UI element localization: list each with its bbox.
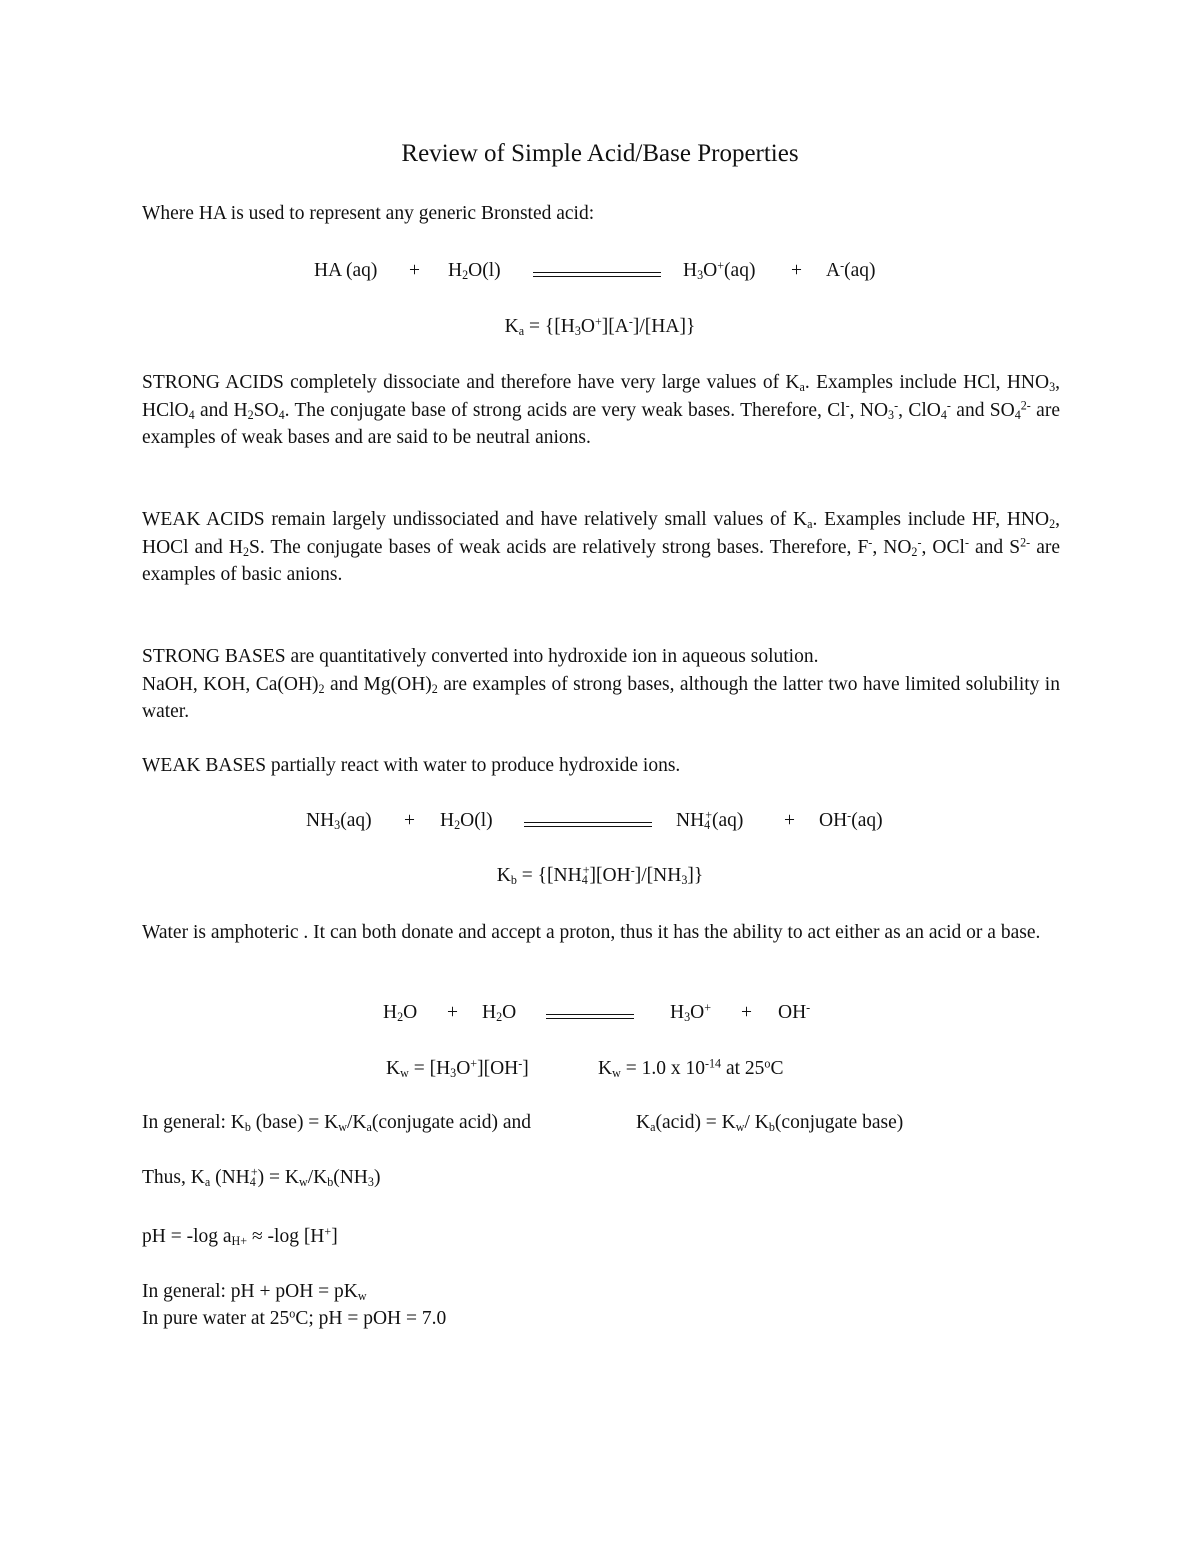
weak-bases-text: WEAK BASES partially react with water to produce hydroxide ions. — [142, 755, 681, 776]
intro-text: Where HA is used to represent any generic Bronsted acid: — [142, 203, 595, 224]
eq2-reactant-water: $H_2O(l)$ — [440, 810, 493, 833]
equilibrium-arrow — [533, 272, 661, 277]
eq2-plus: + — [784, 810, 795, 831]
eq3-plus: + — [741, 1002, 752, 1023]
pure-water-line: In pure water at 25$^o$C; pH = pOH = 7.0 — [142, 1306, 447, 1329]
general-ph-relation: In general: pH + pOH = $pK_w$ — [142, 1281, 367, 1304]
equilibrium-arrow — [546, 1014, 634, 1019]
strong-bases-paragraph: STRONG BASES are quantitatively converted into hydroxide ion in aqueous solution. NaOH, KOH, $Ca(OH)_2$ and $Mg(OH)_2$ are examples of strong bases, although the latter two have limited solubility in water. — [142, 646, 1060, 722]
eq2-reactant-ammonia: $NH_3(aq)$ — [306, 810, 372, 833]
kb-relation: In general: $K_b$ (base) = $K_w/K_a(conjugate$ acid) and — [142, 1112, 532, 1135]
kw-definition: $K_w = [H_3O^+][OH^-]$ — [386, 1056, 529, 1081]
eq1-plus: + — [791, 260, 802, 281]
kb-expression: $K_b = \{[NH_4^+][OH^-]/[NH_3]\}$ — [496, 863, 704, 888]
eq1-reactant-ha: HA (aq) — [314, 260, 378, 281]
eq2-plus: + — [404, 810, 415, 831]
ka-relation: $K_a(acid) = K_w/$ $K_b(conjugate$ base) — [636, 1112, 904, 1135]
eq1-reactant-water: $H_2O(l)$ — [448, 260, 501, 283]
eq2-product-ammonium: $NH_4^+(aq)$ — [676, 808, 744, 833]
page-title: Review of Simple Acid/Base Properties — [401, 140, 799, 167]
eq3-product-hydroxide: OH- — [778, 1000, 811, 1023]
eq3-plus: + — [447, 1002, 458, 1023]
thus-line: Thus, $K_a$ $(NH_4^+) = K_w/K_b(NH_3)$ — [142, 1165, 381, 1190]
ph-definition: pH = -log $a_{H+} \approx -\log$ [H+] — [142, 1224, 338, 1249]
eq3-reactant-water: $H_2O$ — [482, 1002, 517, 1025]
eq1-product-hydronium: $H_3O^+(aq)$ — [683, 258, 756, 283]
strong-acids-paragraph: STRONG ACIDS completely dissociate and therefore have very large values of $K_a$. Examples include HCl, $HNO_3$, HClO$_4$ and $H_2SO_4$. The conjugate base of strong acids are very weak bases. Therefore, Cl-, $NO_3^-$, ClO$_4$- and $SO_4^{2-}$ are examples of weak bases and are said to be neutral anions. — [142, 372, 1061, 448]
weak-acids-paragraph: WEAK ACIDS remain largely undissociated and have relatively small values of $K_a$. Examples include HF, $HNO_2$, HOCl and $H_2S$. The conjugate bases of weak acids are relatively strong bases. Therefore, F-, $NO_2^-$, OCl- and $S^{2-}$ are examples of basic anions. — [142, 509, 1060, 585]
eq2-product-hydroxide: OH-(aq) — [819, 808, 883, 831]
eq1-plus: + — [409, 260, 420, 281]
eq3-reactant-water: $H_2O$ — [383, 1002, 418, 1025]
equilibrium-arrow — [524, 822, 652, 827]
ka-expression: $K_a = \{[H_3O^+][A^-]/[HA]\}$ — [504, 314, 696, 339]
water-paragraph: Water is amphoteric . It can both donate and accept a proton, thus it has the ability to act either as an acid or a base. — [142, 922, 1041, 943]
kw-value: $K_w = 1.0$ x $10^{-14}$ at 25$^o$C — [598, 1056, 784, 1081]
eq1-product-anion: A-(aq) — [826, 258, 876, 281]
eq3-product-hydronium: $H_3O^+$ — [670, 1000, 712, 1025]
